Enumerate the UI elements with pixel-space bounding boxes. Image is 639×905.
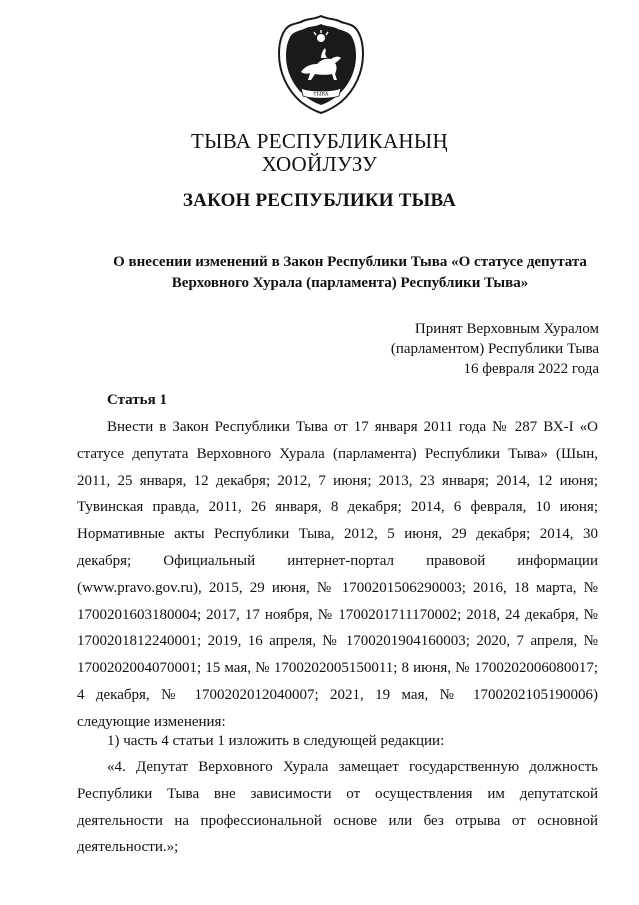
svg-text:ТЫВА: ТЫВА bbox=[313, 91, 329, 98]
article-heading: Статья 1 bbox=[107, 392, 167, 408]
tuvan-title-line2: ХООЙЛУЗУ bbox=[261, 152, 378, 176]
law-title: ЗАКОН РЕСПУБЛИКИ ТЫВА bbox=[182, 190, 457, 211]
adoption-note bbox=[391, 319, 599, 379]
tuva-coat-of-arms-icon bbox=[277, 14, 365, 114]
tuvan-title bbox=[0, 130, 639, 176]
article-item-1: 1) часть 4 статьи 1 изложить в следующей редакции: bbox=[107, 733, 445, 749]
tuvan-title-line1: ТЫВА РЕСПУБЛИКАНЫҢ bbox=[191, 129, 448, 153]
adoption-note-line1: Принят Верховным Хуралом bbox=[414, 321, 599, 337]
article-paragraph-main: Внести в Закон Республики Тыва от 17 января 2011 года № 287 ВХ-I «О статусе депутата Верховного Хурала (парламента) Республики Тыва» (Шын, 2011, 25 января, 12 декабря; 2012, 7 июня; 2013, 23 января; 2014, 12 июня; Тувинская правда, 2011, 26 января, 8 декабря; 2014, 6 февраля, 10 июня; Нормативные акты Республики Тыва, 2012, 5 июня, 29 декабря; 2014, 30 декабря; Официальный интернет-портал правовой информации (www.pravo.gov.ru), 2015, 29 июня, № 1700201506290003; 2016, 18 марта, № 1700201603180004; 2017, 17 ноября, № 1700201711170002; 2018, 24 декабря, № 1700201812240001; 2019, 16 апреля, № 1700201904160003; 2020, 7 апреля, № 1700202004070001; 15 мая, № 1700202005150011; 8 июня, № 1700202006080017; 4 декабря, № 1700202012040007; 2021, 19 мая, № 1700202105190006) следующие изменения: bbox=[77, 419, 598, 730]
adoption-note-line2: (парламентом) Республики Тыва bbox=[390, 341, 599, 357]
law-subject bbox=[90, 252, 610, 294]
adoption-date: 16 февраля 2022 года bbox=[463, 361, 599, 377]
law-subject-line1: О внесении изменений в Закон Республики Тыва «О статусе депутата bbox=[113, 254, 587, 270]
coat-of-arms-emblem bbox=[277, 14, 365, 114]
law-subject-line2: Верховного Хурала (парламента) Республики Тыва» bbox=[171, 275, 529, 291]
article-quote: «4. Депутат Верховного Хурала замещает государственную должность Республики Тыва вне зависимости от осуществления им депутатской деятельности на профессиональной основе или без отрыва от основной деятельности.»; bbox=[77, 759, 598, 856]
